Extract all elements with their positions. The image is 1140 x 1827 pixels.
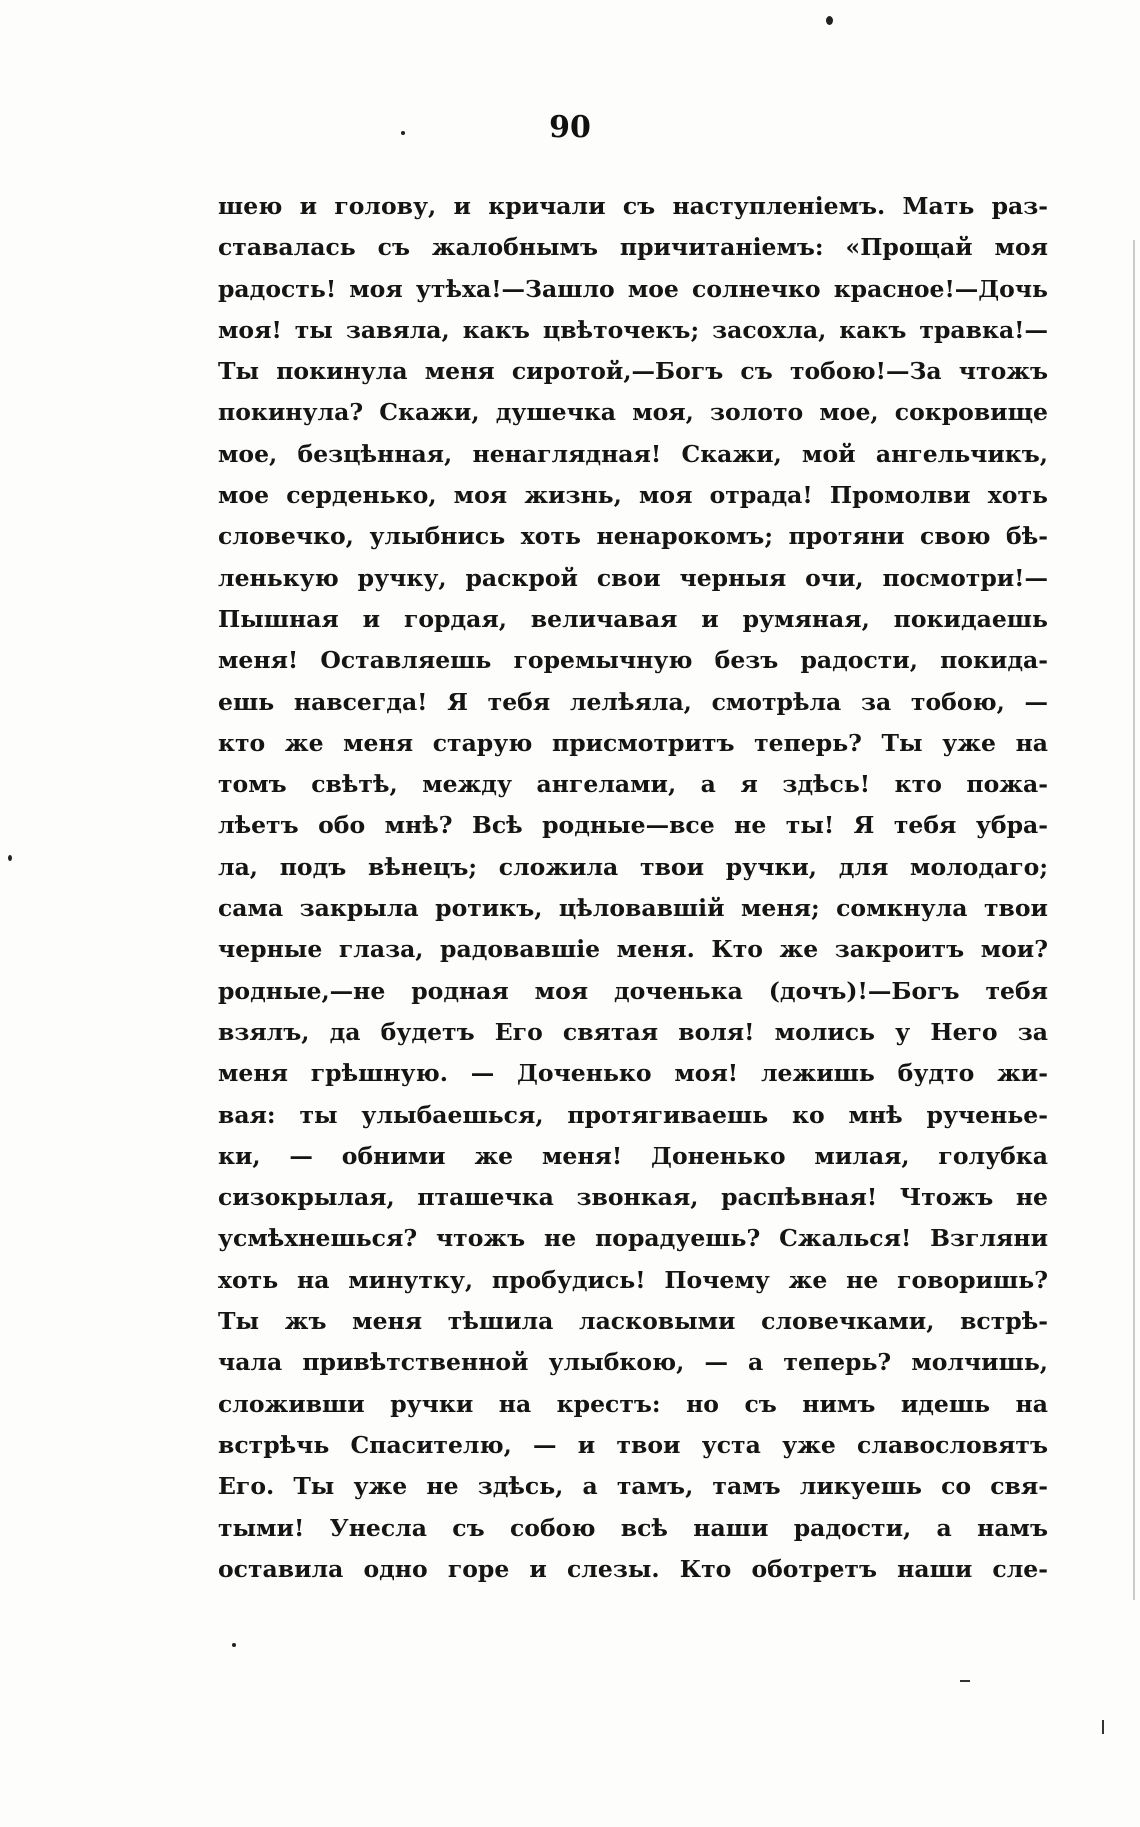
text-line: ки, — обними же меня! Доненько милая, голубка <box>218 1141 1048 1170</box>
text-line: покинула? Скажи, душечка моя, золото мое, сокровище <box>218 398 1048 427</box>
text-line: хоть на минутку, пробудись! Почему же не говоришь? <box>218 1265 1048 1294</box>
text-line: шею и голову, и кричали съ наступленіемъ. Мать раз- <box>218 192 1048 220</box>
text-line: лѣетъ обо мнѣ? Всѣ родные—все не ты! Я тебя убра- <box>218 811 1048 840</box>
text-line: оставила одно горе и слезы. Кто оботретъ наши сле- <box>218 1554 1048 1583</box>
text-line: ставалась съ жалобнымъ причитаніемъ: «Прощай моя <box>218 233 1048 262</box>
text-line: Ты жъ меня тѣшила ласковыми словечками, встрѣ- <box>218 1307 1048 1336</box>
text-line: ла, подъ вѣнецъ; сложила твои ручки, для молодаго; <box>218 852 1048 881</box>
text-line: сложивши ручки на крестъ: но съ нимъ идешь на <box>218 1389 1048 1418</box>
text-line: сизокрылая, пташечка звонкая, распѣвная! Чтожъ не <box>218 1183 1048 1212</box>
text-line: черные глаза, радовавшіе меня. Кто же закроитъ мои? <box>218 935 1048 964</box>
text-line: словечко, улыбнись хоть ненарокомъ; протяни свою бѣ- <box>218 522 1048 551</box>
text-line: мое серденько, моя жизнь, моя отрада! Промолви хоть <box>218 481 1048 510</box>
scan-scratch <box>1102 1720 1104 1734</box>
scan-speck <box>232 1643 236 1647</box>
text-line: ленькую ручку, раскрой свои черныя очи, посмотри!— <box>218 563 1048 592</box>
text-line: томъ свѣтѣ, между ангелами, а я здѣсь! кто пожа- <box>218 770 1048 799</box>
text-line: сама закрыла ротикъ, цѣловавшій меня; сомкнула твои <box>218 894 1048 923</box>
scan-speck <box>401 131 405 135</box>
text-line: взялъ, да будетъ Его святая воля! молись у Него за <box>218 1017 1048 1046</box>
text-line: Пышная и гордая, величавая и румяная, покидаешь <box>218 604 1048 633</box>
text-line: вая: ты улыбаешься, протягиваешь ко мнѣ рученьe- <box>218 1100 1048 1129</box>
text-line: радость! моя утѣха!—Зашло мое солнечко красное!—Дочь <box>218 274 1048 303</box>
text-line: меня! Оставляешь горемычную безъ радости, покида- <box>218 646 1048 675</box>
text-line: родные,—не родная моя доченька (дочъ)!—Богъ тебя <box>218 976 1048 1005</box>
text-line: усмѣхнешься? чтожъ не порадуешь? Сжалься! Взгляни <box>218 1224 1048 1253</box>
text-line: встрѣчь Спасителю, — и твои уста уже славословятъ <box>218 1430 1048 1459</box>
text-line: кто же меня старую присмотритъ теперь? Ты уже на <box>218 728 1048 757</box>
text-line: моя! ты завяла, какъ цвѣточекъ; засохла, какъ травка!— <box>218 315 1048 344</box>
page-number: 90 <box>549 110 591 145</box>
scan-margin-line <box>1133 240 1135 1600</box>
scan-scratch <box>960 1680 970 1682</box>
scan-speck <box>8 855 12 861</box>
scan-speck <box>826 16 833 25</box>
text-line: Ты покинула меня сиротой,—Богъ съ тобою!—За чтожъ <box>218 357 1048 386</box>
text-line: меня грѣшную. — Доченько моя! лежишь будто жи- <box>218 1059 1048 1088</box>
body-text <box>218 186 1048 1590</box>
text-line: тыми! Унесла съ собою всѣ наши радости, а намъ <box>218 1513 1048 1542</box>
text-line: Его. Ты уже не здѣсь, а тамъ, тамъ ликуешь со свя- <box>218 1472 1048 1501</box>
text-line: мое, безцѣнная, ненаглядная! Скажи, мой ангельчикъ, <box>218 439 1048 468</box>
text-line: чала привѣтственной улыбкою, — а теперь? молчишь, <box>218 1348 1048 1377</box>
text-line: ешь навсегда! Я тебя лелѣяла, смотрѣла за тобою, — <box>218 687 1048 716</box>
